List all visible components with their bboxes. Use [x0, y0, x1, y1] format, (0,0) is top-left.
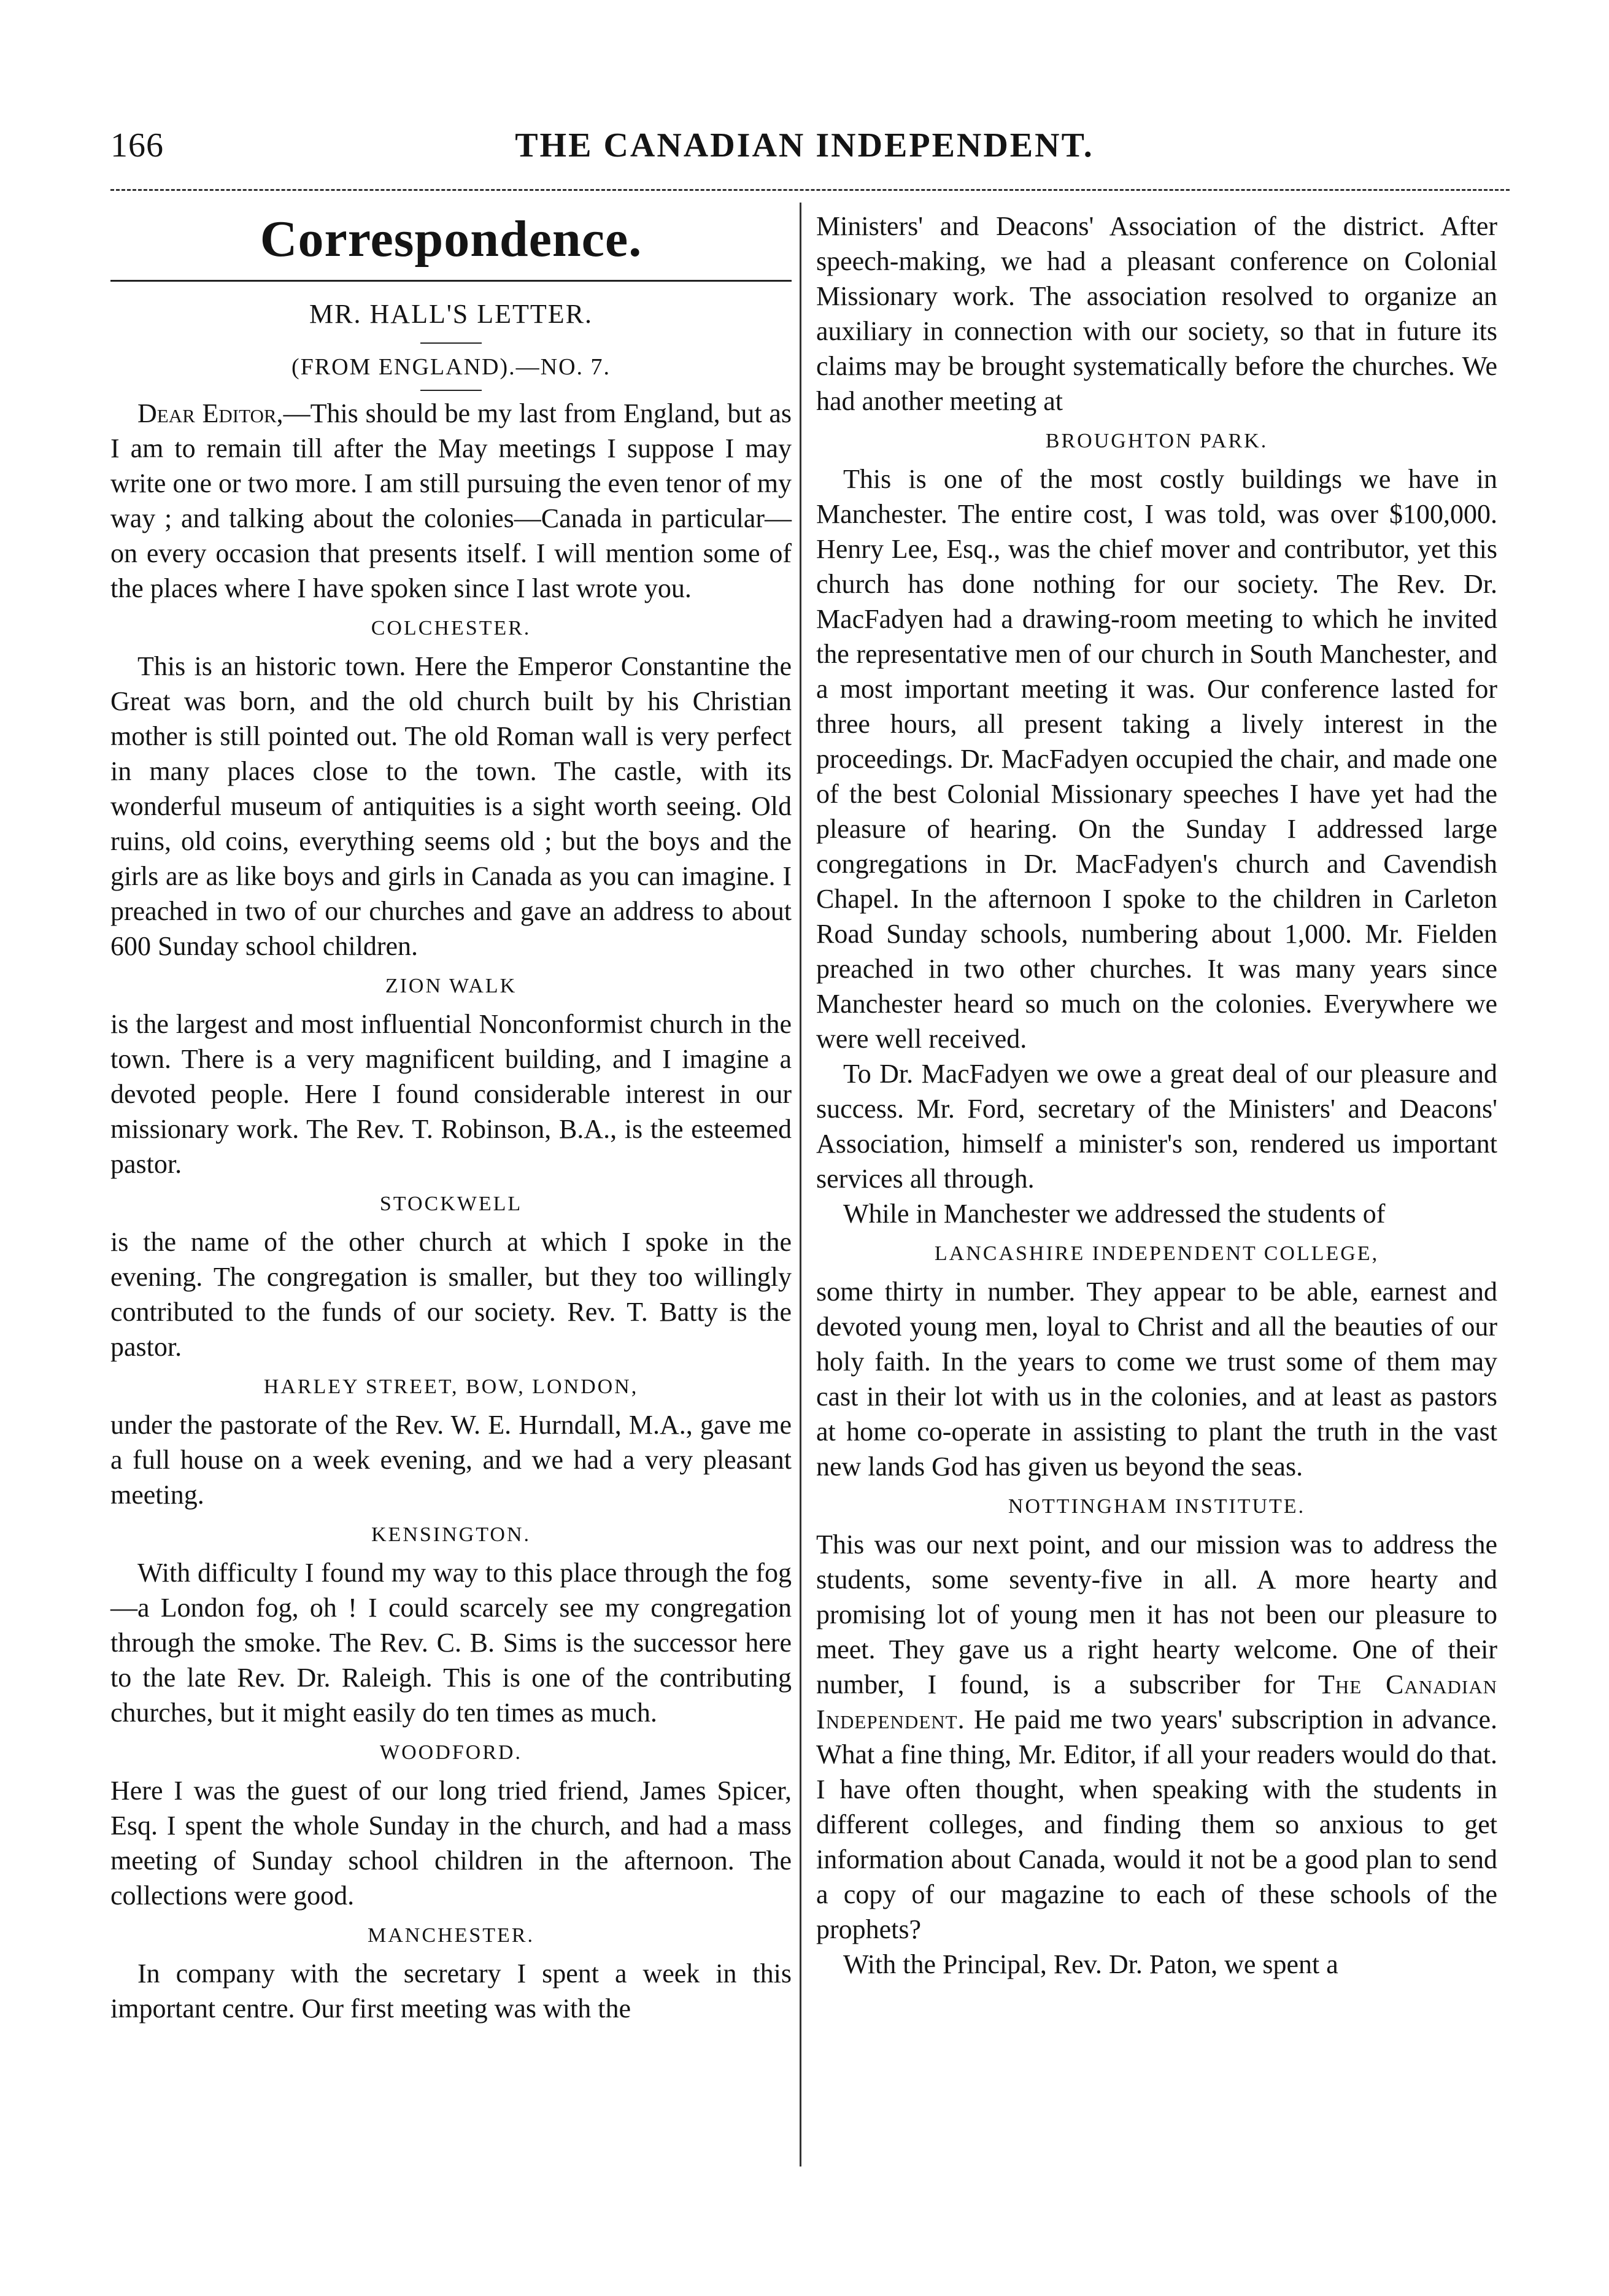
- nottingham-text-a: This was our next point, and our mission was to address the students, some seventy-five in all. A more hearty and promising lot of young men it has not been our pleasure to meet. They gave us a right hearty welcome. One of their number, I found, is a subscriber for: [816, 1529, 1497, 1699]
- nottingham-text-b: He paid me two years' subscription in advance. What a fine thing, Mr. Editor, if all your readers would do that. I have often thought, when speaking with the students in different colleges, and finding them so anxious to get information about Canada, would it not be a good plan to send a copy of our magazine to each of these schools of the prophets?: [816, 1704, 1497, 1944]
- section-rule: [110, 280, 792, 282]
- running-title: THE CANADIAN INDEPENDENT.: [515, 126, 1094, 164]
- subheading-zion-walk: ZION WALK: [385, 975, 517, 997]
- right-column: [816, 209, 1497, 1982]
- left-column: [110, 209, 792, 2026]
- letter-title: MR. HALL'S LETTER.: [309, 299, 593, 329]
- paragraph-zion-walk: is the largest and most influential Nonconformist church in the town. There is a very magnificent building, and I imagine a devoted people. Here I found considerable interest in our missionary work. The Rev. T. Robinson, B.A., is the esteemed pastor.: [110, 1009, 792, 1179]
- paragraph-colchester: This is an historic town. Here the Emperor Constantine the Great was born, and the old church built by his Christian mother is still pointed out. The old Roman wall is very perfect in many places close to the town. The castle, with its wonderful museum of antiquities is a sight worth seeing. Old ruins, old coins, everything seems old ; but the boys and the girls are as like boys and girls in Canada as you can imagine. I preached in two of our churches and gave an address to about 600 Sunday school children.: [110, 651, 792, 961]
- subheading-manchester: MANCHESTER.: [368, 1924, 534, 1947]
- subheading-colchester: COLCHESTER.: [371, 617, 531, 640]
- column-divider: [800, 203, 801, 2167]
- paragraph-stockwell: is the name of the other church at which I spoke in the evening. The congregation is smaller, but they too willingly contributed to the funds of our society. Rev. T. Batty is the pastor.: [110, 1227, 792, 1362]
- section-heading: Correspondence.: [260, 211, 642, 268]
- subheading-harley-street: HARLEY STREET, BOW, LONDON,: [263, 1375, 639, 1398]
- page-header: [0, 126, 1609, 175]
- paragraph-manchester: In company with the secretary I spent a week in this important centre. Our first meeting was with the: [110, 1958, 792, 2023]
- header-rule: [110, 189, 1510, 191]
- paragraph-macfadyen: To Dr. MacFadyen we owe a great deal of our pleasure and success. Mr. Ford, secretary of the Ministers' and Deacons' Association, himself a minister's son, rendered us important services all through.: [816, 1059, 1497, 1194]
- paragraph-nottingham-institute: [816, 1527, 1497, 1947]
- subheading-stockwell: STOCKWELL: [379, 1192, 523, 1215]
- paragraph-paton: With the Principal, Rev. Dr. Paton, we spent a: [843, 1949, 1338, 1979]
- paragraph-harley-street: under the pastorate of the Rev. W. E. Hurndall, M.A., gave me a full house on a week evening, and we had a very pleasant meeting.: [110, 1410, 792, 1510]
- opening-paragraph: [110, 396, 792, 606]
- short-rule: [420, 342, 482, 344]
- page-number: 166: [110, 126, 164, 164]
- subheading-nottingham-institute: NOTTINGHAM INSTITUTE.: [1008, 1495, 1306, 1518]
- paragraph-lancashire-college: some thirty in number. They appear to be able, earnest and devoted young men, loyal to Christ and all the beauties of our holy faith. In the years to come we trust some of them may cast in their lot with us in the colonies, and at least as pastors at home co-operate in assisting to plant the truth in the vast new lands God has given us beyond the seas.: [816, 1277, 1497, 1482]
- paragraph-woodford: Here I was the guest of our long tried friend, James Spicer, Esq. I spent the whole Sunday in the church, and had a mass meeting of Sunday school children in the afternoon. The collections were good.: [110, 1776, 792, 1911]
- opening-text: —This should be my last from England, but as I am to remain till after the May meetings I suppose I may write one or two more. I am still pursuing the even tenor of my way ; and talking about the colonies—Canada in particular—on every occasion that presents itself. I will mention some of the places where I have spoken since I last wrote you.: [110, 398, 792, 603]
- paragraph-students: While in Manchester we addressed the students of: [843, 1199, 1386, 1229]
- subheading-woodford: WOODFORD.: [380, 1741, 522, 1764]
- paragraph-continued: Ministers' and Deacons' Association of the district. After speech-making, we had a pleasant conference on Colonial Missionary work. The association resolved to organize an auxiliary in connection with our society, so that in future its claims may be brought systematically before the churches. We had another meeting at: [816, 211, 1497, 416]
- magazine-name: The Canadian Independent.: [816, 1669, 1498, 1734]
- letter-subtitle: (FROM ENGLAND).—NO. 7.: [291, 354, 611, 380]
- paragraph-kensington: With difficulty I found my way to this place through the fog—a London fog, oh ! I could scarcely see my congregation through the smoke. The Rev. C. B. Sims is the successor here to the late Rev. Dr. Raleigh. This is one of the contributing churches, but it might easily do ten times as much.: [110, 1558, 792, 1728]
- short-rule: [420, 390, 482, 391]
- salutation: Dear Editor,: [137, 398, 284, 428]
- subheading-broughton-park: BROUGHTON PARK.: [1045, 430, 1268, 452]
- subheading-kensington: KENSINGTON.: [371, 1523, 531, 1546]
- subheading-lancashire-college: LANCASHIRE INDEPENDENT COLLEGE,: [934, 1242, 1379, 1265]
- paragraph-broughton-park: This is one of the most costly buildings we have in Manchester. The entire cost, I was told, was over $100,000. Henry Lee, Esq., was the chief mover and contributor, yet this church has done nothing for our society. The Rev. Dr. MacFadyen had a drawing-room meeting to which he invited the representative men of our church in South Manchester, and a most important meeting it was. Our conference lasted for three hours, all present taking a lively interest in the proceedings. Dr. MacFadyen occupied the chair, and made one of the best Colonial Missionary speeches I have yet had the pleasure of hearing. On the Sunday I addressed large congregations in Dr. MacFadyen's church and Cavendish Chapel. In the afternoon I spoke to the children in Carleton Road Sunday schools, numbering about 1,000. Mr. Fielden preached in two other churches. It was many years since Manchester heard so much on the colonies. Everywhere we were well received.: [816, 464, 1497, 1054]
